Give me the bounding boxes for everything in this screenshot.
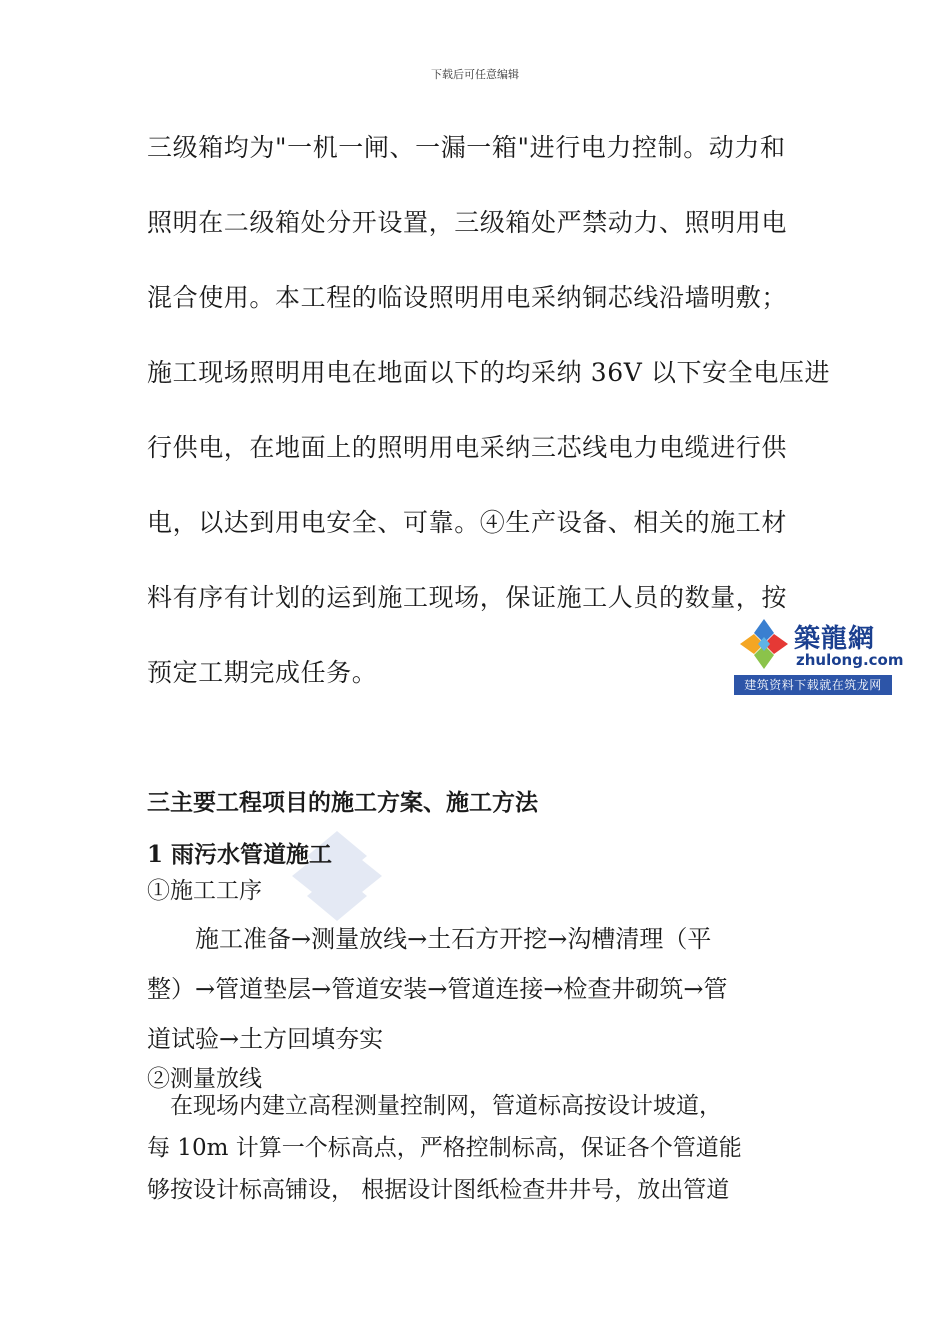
page-header: 下载后可任意编辑 — [431, 68, 519, 81]
text-line: 施工准备→测量放线→土石方开挖→沟槽清理（平 — [147, 925, 712, 953]
section-heading: 三主要工程项目的施工方案、施工方法 — [147, 789, 538, 816]
text-line: 预定工期完成任务。 — [147, 658, 378, 687]
text-line: 照明在二级箱处分开设置，三级箱处严禁动力、照明用电 — [147, 208, 788, 237]
paragraph-procedure — [147, 922, 807, 1072]
text-line: 料有序有计划的运到施工现场，保证施工人员的数量，按 — [147, 583, 788, 612]
text-line: 混合使用。本工程的临设照明用电采纳铜芯线沿墙明敷； — [147, 283, 788, 312]
text-line: 行供电，在地面上的照明用电采纳三芯线电力电缆进行供 — [147, 433, 788, 462]
text-line: 三级箱均为"一机一闸、一漏一箱"进行电力控制。动力和 — [147, 133, 786, 162]
logo-top — [734, 613, 904, 675]
text-line: 每 10m 计算一个标高点，严格控制标高，保证各个管道能 — [147, 1135, 742, 1161]
logo-domain: zhulong.com — [796, 651, 904, 669]
text-line: 电，以达到用电安全、可靠。④生产设备、相关的施工材 — [147, 508, 788, 537]
zhulong-logo — [734, 613, 904, 695]
text-line: 道试验→土方回填夯实 — [147, 1025, 384, 1053]
logo-chinese-name: 築龍網 — [794, 624, 876, 654]
text-line: 整）→管道垫层→管道安装→管道连接→检查井砌筑→管 — [147, 975, 728, 1003]
text-line: 够按设计标高铺设， 根据设计图纸检查井井号，放出管道 — [147, 1177, 730, 1203]
step-title-survey: ②测量放线 — [147, 1066, 262, 1092]
text-line: 在现场内建立高程测量控制网，管道标高按设计坡道， — [147, 1093, 722, 1119]
text-line: 施工现场照明用电在地面以下的均采纳 36V 以下安全电压进 — [147, 358, 831, 387]
subsection-heading: 1 雨污水管道施工 — [147, 841, 333, 868]
logo-slogan: 建筑资料下载就在筑龙网 — [734, 675, 892, 695]
step-title-procedure: ①施工工序 — [147, 878, 262, 904]
paragraph-survey — [147, 1090, 807, 1216]
logo-mark-icon — [736, 615, 792, 673]
